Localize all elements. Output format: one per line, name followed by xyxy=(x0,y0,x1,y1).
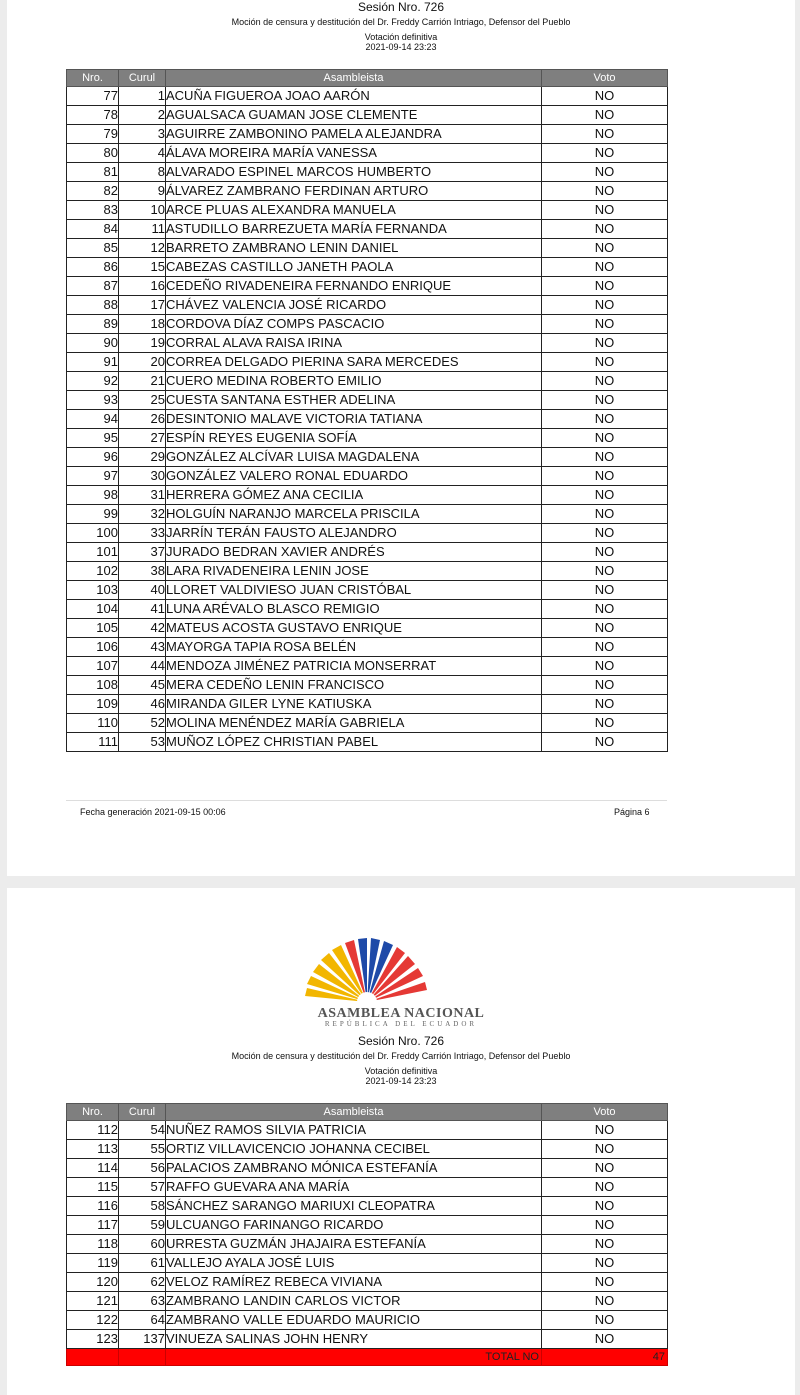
row-curul: 52 xyxy=(119,714,166,733)
row-voto: NO xyxy=(542,486,668,505)
logo-name: ASAMBLEA NACIONAL xyxy=(317,1006,485,1021)
table-row xyxy=(67,524,668,543)
row-nro: 84 xyxy=(67,220,119,239)
table-row xyxy=(67,258,668,277)
row-voto: NO xyxy=(542,600,668,619)
row-voto: NO xyxy=(542,467,668,486)
table-row xyxy=(67,638,668,657)
row-voto: NO xyxy=(542,1311,668,1330)
row-curul: 1 xyxy=(119,87,166,106)
row-voto: NO xyxy=(542,125,668,144)
row-nro: 94 xyxy=(67,410,119,429)
row-nro: 91 xyxy=(67,353,119,372)
row-curul: 29 xyxy=(119,448,166,467)
row-voto: NO xyxy=(542,543,668,562)
table-row xyxy=(67,1178,668,1197)
row-curul: 53 xyxy=(119,733,166,752)
row-nro: 88 xyxy=(67,296,119,315)
vote-datetime: 2021-09-14 23:23 xyxy=(365,42,437,52)
row-asambleista: MUÑOZ LÓPEZ CHRISTIAN PABEL xyxy=(166,733,542,752)
row-voto: NO xyxy=(542,239,668,258)
row-asambleista: ORTIZ VILLAVICENCIO JOHANNA CECIBEL xyxy=(166,1140,542,1159)
row-nro: 115 xyxy=(67,1178,119,1197)
row-nro: 89 xyxy=(67,315,119,334)
row-asambleista: ALVARADO ESPINEL MARCOS HUMBERTO xyxy=(166,163,542,182)
table-row xyxy=(67,486,668,505)
row-asambleista: HERRERA GÓMEZ ANA CECILIA xyxy=(166,486,542,505)
row-nro: 117 xyxy=(67,1216,119,1235)
row-curul: 32 xyxy=(119,505,166,524)
row-nro: 82 xyxy=(67,182,119,201)
row-voto: NO xyxy=(542,1330,668,1349)
row-curul: 46 xyxy=(119,695,166,714)
table-row xyxy=(67,1216,668,1235)
row-curul: 40 xyxy=(119,581,166,600)
session-title: Sesión Nro. 726 xyxy=(357,0,445,14)
table-row xyxy=(67,315,668,334)
logo-subtitle: REPÚBLICA DEL ECUADOR xyxy=(324,1020,478,1028)
col-header-curul: Curul xyxy=(119,70,166,87)
row-voto: NO xyxy=(542,695,668,714)
table-row xyxy=(67,619,668,638)
row-curul: 37 xyxy=(119,543,166,562)
total-spacer xyxy=(119,1349,166,1366)
row-asambleista: VELOZ RAMÍREZ REBECA VIVIANA xyxy=(166,1273,542,1292)
row-nro: 79 xyxy=(67,125,119,144)
row-voto: NO xyxy=(542,1178,668,1197)
row-asambleista: CEDEÑO RIVADENEIRA FERNANDO ENRIQUE xyxy=(166,277,542,296)
row-voto: NO xyxy=(542,220,668,239)
row-voto: NO xyxy=(542,676,668,695)
row-nro: 85 xyxy=(67,239,119,258)
row-curul: 8 xyxy=(119,163,166,182)
row-asambleista: LARA RIVADENEIRA LENIN JOSE xyxy=(166,562,542,581)
row-asambleista: VALLEJO AYALA JOSÉ LUIS xyxy=(166,1254,542,1273)
row-asambleista: CORREA DELGADO PIERINA SARA MERCEDES xyxy=(166,353,542,372)
col-header-nro: Nro. xyxy=(67,1104,119,1121)
table-row xyxy=(67,1235,668,1254)
table-row xyxy=(67,277,668,296)
row-asambleista: MENDOZA JIMÉNEZ PATRICIA MONSERRAT xyxy=(166,657,542,676)
vote-type: Votación definitiva xyxy=(364,1066,438,1076)
row-asambleista: LLORET VALDIVIESO JUAN CRISTÓBAL xyxy=(166,581,542,600)
row-asambleista: CHÁVEZ VALENCIA JOSÉ RICARDO xyxy=(166,296,542,315)
table-row xyxy=(67,505,668,524)
row-asambleista: ESPÍN REYES EUGENIA SOFÍA xyxy=(166,429,542,448)
row-curul: 33 xyxy=(119,524,166,543)
table-row xyxy=(67,543,668,562)
row-curul: 3 xyxy=(119,125,166,144)
row-nro: 113 xyxy=(67,1140,119,1159)
row-nro: 108 xyxy=(67,676,119,695)
row-nro: 95 xyxy=(67,429,119,448)
row-voto: NO xyxy=(542,1216,668,1235)
table-row xyxy=(67,1121,668,1140)
table-row xyxy=(67,182,668,201)
row-voto: NO xyxy=(542,353,668,372)
table-row xyxy=(67,733,668,752)
table-row xyxy=(67,448,668,467)
row-asambleista: CUESTA SANTANA ESTHER ADELINA xyxy=(166,391,542,410)
row-curul: 26 xyxy=(119,410,166,429)
table-row xyxy=(67,1292,668,1311)
row-asambleista: ULCUANGO FARINANGO RICARDO xyxy=(166,1216,542,1235)
row-voto: NO xyxy=(542,1292,668,1311)
row-voto: NO xyxy=(542,1121,668,1140)
table-row xyxy=(67,334,668,353)
row-curul: 44 xyxy=(119,657,166,676)
row-curul: 20 xyxy=(119,353,166,372)
row-curul: 41 xyxy=(119,600,166,619)
row-nro: 110 xyxy=(67,714,119,733)
row-curul: 21 xyxy=(119,372,166,391)
row-curul: 16 xyxy=(119,277,166,296)
row-voto: NO xyxy=(542,1235,668,1254)
row-curul: 10 xyxy=(119,201,166,220)
table-row xyxy=(67,581,668,600)
row-asambleista: ASTUDILLO BARREZUETA MARÍA FERNANDA xyxy=(166,220,542,239)
row-nro: 105 xyxy=(67,619,119,638)
votes-table xyxy=(66,1103,668,1366)
table-header-row xyxy=(67,70,668,87)
row-asambleista: HOLGUÍN NARANJO MARCELA PRISCILA xyxy=(166,505,542,524)
row-curul: 15 xyxy=(119,258,166,277)
row-nro: 109 xyxy=(67,695,119,714)
row-asambleista: SÁNCHEZ SARANGO MARIUXI CLEOPATRA xyxy=(166,1197,542,1216)
row-nro: 118 xyxy=(67,1235,119,1254)
row-nro: 86 xyxy=(67,258,119,277)
row-nro: 104 xyxy=(67,600,119,619)
table-row xyxy=(67,410,668,429)
row-voto: NO xyxy=(542,429,668,448)
row-nro: 96 xyxy=(67,448,119,467)
row-nro: 99 xyxy=(67,505,119,524)
footer-divider xyxy=(66,800,667,801)
row-nro: 98 xyxy=(67,486,119,505)
row-nro: 97 xyxy=(67,467,119,486)
table-row xyxy=(67,239,668,258)
row-curul: 63 xyxy=(119,1292,166,1311)
row-asambleista: LUNA ARÉVALO BLASCO REMIGIO xyxy=(166,600,542,619)
table-row xyxy=(67,1197,668,1216)
row-voto: NO xyxy=(542,1140,668,1159)
row-voto: NO xyxy=(542,1273,668,1292)
page-number: Página 6 xyxy=(614,807,650,817)
row-nro: 112 xyxy=(67,1121,119,1140)
motion-title: Moción de censura y destitución del Dr. Freddy Carrión Intriago, Defensor del Pueblo xyxy=(231,1051,571,1061)
motion-title: Moción de censura y destitución del Dr. Freddy Carrión Intriago, Defensor del Pueblo xyxy=(231,17,571,27)
vote-type: Votación definitiva xyxy=(364,32,438,42)
row-asambleista: MOLINA MENÉNDEZ MARÍA GABRIELA xyxy=(166,714,542,733)
row-curul: 62 xyxy=(119,1273,166,1292)
vote-datetime: 2021-09-14 23:23 xyxy=(365,1076,437,1086)
row-asambleista: JARRÍN TERÁN FAUSTO ALEJANDRO xyxy=(166,524,542,543)
row-asambleista: GONZÁLEZ ALCÍVAR LUISA MAGDALENA xyxy=(166,448,542,467)
row-nro: 101 xyxy=(67,543,119,562)
row-curul: 57 xyxy=(119,1178,166,1197)
row-voto: NO xyxy=(542,733,668,752)
row-nro: 102 xyxy=(67,562,119,581)
row-curul: 2 xyxy=(119,106,166,125)
row-voto: NO xyxy=(542,87,668,106)
row-asambleista: NUÑEZ RAMOS SILVIA PATRICIA xyxy=(166,1121,542,1140)
row-curul: 60 xyxy=(119,1235,166,1254)
row-nro: 116 xyxy=(67,1197,119,1216)
col-header-curul: Curul xyxy=(119,1104,166,1121)
row-nro: 114 xyxy=(67,1159,119,1178)
table-row xyxy=(67,296,668,315)
row-asambleista: CORRAL ALAVA RAISA IRINA xyxy=(166,334,542,353)
col-header-asambleista: Asambleista xyxy=(166,70,542,87)
row-nro: 92 xyxy=(67,372,119,391)
table-row xyxy=(67,657,668,676)
total-row xyxy=(67,1349,668,1366)
row-nro: 80 xyxy=(67,144,119,163)
row-nro: 120 xyxy=(67,1273,119,1292)
row-voto: NO xyxy=(542,258,668,277)
row-curul: 55 xyxy=(119,1140,166,1159)
row-asambleista: URRESTA GUZMÁN JHAJAIRA ESTEFANÍA xyxy=(166,1235,542,1254)
table-row xyxy=(67,1254,668,1273)
row-asambleista: MERA CEDEÑO LENIN FRANCISCO xyxy=(166,676,542,695)
row-asambleista: ARCE PLUAS ALEXANDRA MANUELA xyxy=(166,201,542,220)
row-curul: 27 xyxy=(119,429,166,448)
table-row xyxy=(67,372,668,391)
votes-table-body xyxy=(67,1121,668,1349)
session-title: Sesión Nro. 726 xyxy=(357,1034,445,1048)
row-asambleista: MATEUS ACOSTA GUSTAVO ENRIQUE xyxy=(166,619,542,638)
row-voto: NO xyxy=(542,638,668,657)
row-voto: NO xyxy=(542,296,668,315)
table-row xyxy=(67,391,668,410)
row-voto: NO xyxy=(542,524,668,543)
table-row xyxy=(67,562,668,581)
row-nro: 123 xyxy=(67,1330,119,1349)
row-voto: NO xyxy=(542,714,668,733)
row-voto: NO xyxy=(542,1159,668,1178)
table-row xyxy=(67,676,668,695)
row-voto: NO xyxy=(542,1254,668,1273)
col-header-voto: Voto xyxy=(542,1104,668,1121)
row-nro: 93 xyxy=(67,391,119,410)
table-row xyxy=(67,163,668,182)
table-row xyxy=(67,467,668,486)
row-asambleista: PALACIOS ZAMBRANO MÓNICA ESTEFANÍA xyxy=(166,1159,542,1178)
row-voto: NO xyxy=(542,315,668,334)
table-row xyxy=(67,695,668,714)
total-value: 47 xyxy=(542,1349,668,1366)
table-row xyxy=(67,1273,668,1292)
table-row xyxy=(67,1159,668,1178)
row-curul: 12 xyxy=(119,239,166,258)
row-asambleista: JURADO BEDRAN XAVIER ANDRÉS xyxy=(166,543,542,562)
row-asambleista: ZAMBRANO LANDIN CARLOS VICTOR xyxy=(166,1292,542,1311)
row-voto: NO xyxy=(542,505,668,524)
table-header-row xyxy=(67,1104,668,1121)
table-row xyxy=(67,429,668,448)
row-nro: 83 xyxy=(67,201,119,220)
votes-table-body xyxy=(67,87,668,752)
row-curul: 59 xyxy=(119,1216,166,1235)
table-row xyxy=(67,125,668,144)
generation-date: Fecha generación 2021-09-15 00:06 xyxy=(80,807,226,817)
document-page-7 xyxy=(7,888,795,1395)
total-label: TOTAL NO xyxy=(166,1349,542,1366)
row-nro: 107 xyxy=(67,657,119,676)
row-asambleista: MAYORGA TAPIA ROSA BELÉN xyxy=(166,638,542,657)
row-curul: 45 xyxy=(119,676,166,695)
row-curul: 31 xyxy=(119,486,166,505)
col-header-voto: Voto xyxy=(542,70,668,87)
row-curul: 137 xyxy=(119,1330,166,1349)
row-voto: NO xyxy=(542,562,668,581)
row-curul: 42 xyxy=(119,619,166,638)
row-asambleista: CUERO MEDINA ROBERTO EMILIO xyxy=(166,372,542,391)
table-row xyxy=(67,106,668,125)
row-nro: 100 xyxy=(67,524,119,543)
row-nro: 111 xyxy=(67,733,119,752)
row-asambleista: ÁLVAREZ ZAMBRANO FERDINAN ARTURO xyxy=(166,182,542,201)
row-nro: 87 xyxy=(67,277,119,296)
row-curul: 11 xyxy=(119,220,166,239)
row-asambleista: GONZÁLEZ VALERO RONAL EDUARDO xyxy=(166,467,542,486)
row-voto: NO xyxy=(542,581,668,600)
row-curul: 61 xyxy=(119,1254,166,1273)
row-asambleista: AGUIRRE ZAMBONINO PAMELA ALEJANDRA xyxy=(166,125,542,144)
row-asambleista: DESINTONIO MALAVE VICTORIA TATIANA xyxy=(166,410,542,429)
row-voto: NO xyxy=(542,201,668,220)
row-voto: NO xyxy=(542,448,668,467)
total-spacer xyxy=(67,1349,119,1366)
row-asambleista: MIRANDA GILER LYNE KATIUSKA xyxy=(166,695,542,714)
row-voto: NO xyxy=(542,410,668,429)
row-curul: 38 xyxy=(119,562,166,581)
table-row xyxy=(67,600,668,619)
row-curul: 56 xyxy=(119,1159,166,1178)
row-nro: 78 xyxy=(67,106,119,125)
row-voto: NO xyxy=(542,1197,668,1216)
table-row xyxy=(67,1311,668,1330)
table-row xyxy=(67,1140,668,1159)
row-curul: 58 xyxy=(119,1197,166,1216)
table-row xyxy=(67,220,668,239)
row-nro: 103 xyxy=(67,581,119,600)
row-voto: NO xyxy=(542,277,668,296)
table-row xyxy=(67,87,668,106)
row-curul: 25 xyxy=(119,391,166,410)
row-asambleista: ZAMBRANO VALLE EDUARDO MAURICIO xyxy=(166,1311,542,1330)
row-curul: 30 xyxy=(119,467,166,486)
row-voto: NO xyxy=(542,391,668,410)
row-asambleista: CABEZAS CASTILLO JANETH PAOLA xyxy=(166,258,542,277)
table-row xyxy=(67,353,668,372)
table-row xyxy=(67,714,668,733)
row-curul: 64 xyxy=(119,1311,166,1330)
row-asambleista: ACUÑA FIGUEROA JOAO AARÓN xyxy=(166,87,542,106)
row-curul: 4 xyxy=(119,144,166,163)
row-voto: NO xyxy=(542,372,668,391)
row-nro: 121 xyxy=(67,1292,119,1311)
row-curul: 43 xyxy=(119,638,166,657)
row-asambleista: CORDOVA DÍAZ COMPS PASCACIO xyxy=(166,315,542,334)
table-row xyxy=(67,1330,668,1349)
row-asambleista: RAFFO GUEVARA ANA MARÍA xyxy=(166,1178,542,1197)
table-row xyxy=(67,201,668,220)
row-voto: NO xyxy=(542,657,668,676)
row-voto: NO xyxy=(542,334,668,353)
row-curul: 9 xyxy=(119,182,166,201)
row-curul: 54 xyxy=(119,1121,166,1140)
row-asambleista: AGUALSACA GUAMAN JOSE CLEMENTE xyxy=(166,106,542,125)
row-nro: 119 xyxy=(67,1254,119,1273)
row-nro: 90 xyxy=(67,334,119,353)
document-page-6 xyxy=(7,0,795,876)
row-voto: NO xyxy=(542,182,668,201)
row-nro: 81 xyxy=(67,163,119,182)
row-asambleista: BARRETO ZAMBRANO LENIN DANIEL xyxy=(166,239,542,258)
row-voto: NO xyxy=(542,619,668,638)
votes-table xyxy=(66,69,668,752)
row-asambleista: VINUEZA SALINAS JOHN HENRY xyxy=(166,1330,542,1349)
col-header-nro: Nro. xyxy=(67,70,119,87)
row-nro: 122 xyxy=(67,1311,119,1330)
row-curul: 18 xyxy=(119,315,166,334)
row-asambleista: ÁLAVA MOREIRA MARÍA VANESSA xyxy=(166,144,542,163)
row-voto: NO xyxy=(542,106,668,125)
row-curul: 19 xyxy=(119,334,166,353)
row-curul: 17 xyxy=(119,296,166,315)
row-nro: 106 xyxy=(67,638,119,657)
table-row xyxy=(67,144,668,163)
row-voto: NO xyxy=(542,144,668,163)
row-voto: NO xyxy=(542,163,668,182)
col-header-asambleista: Asambleista xyxy=(166,1104,542,1121)
row-nro: 77 xyxy=(67,87,119,106)
